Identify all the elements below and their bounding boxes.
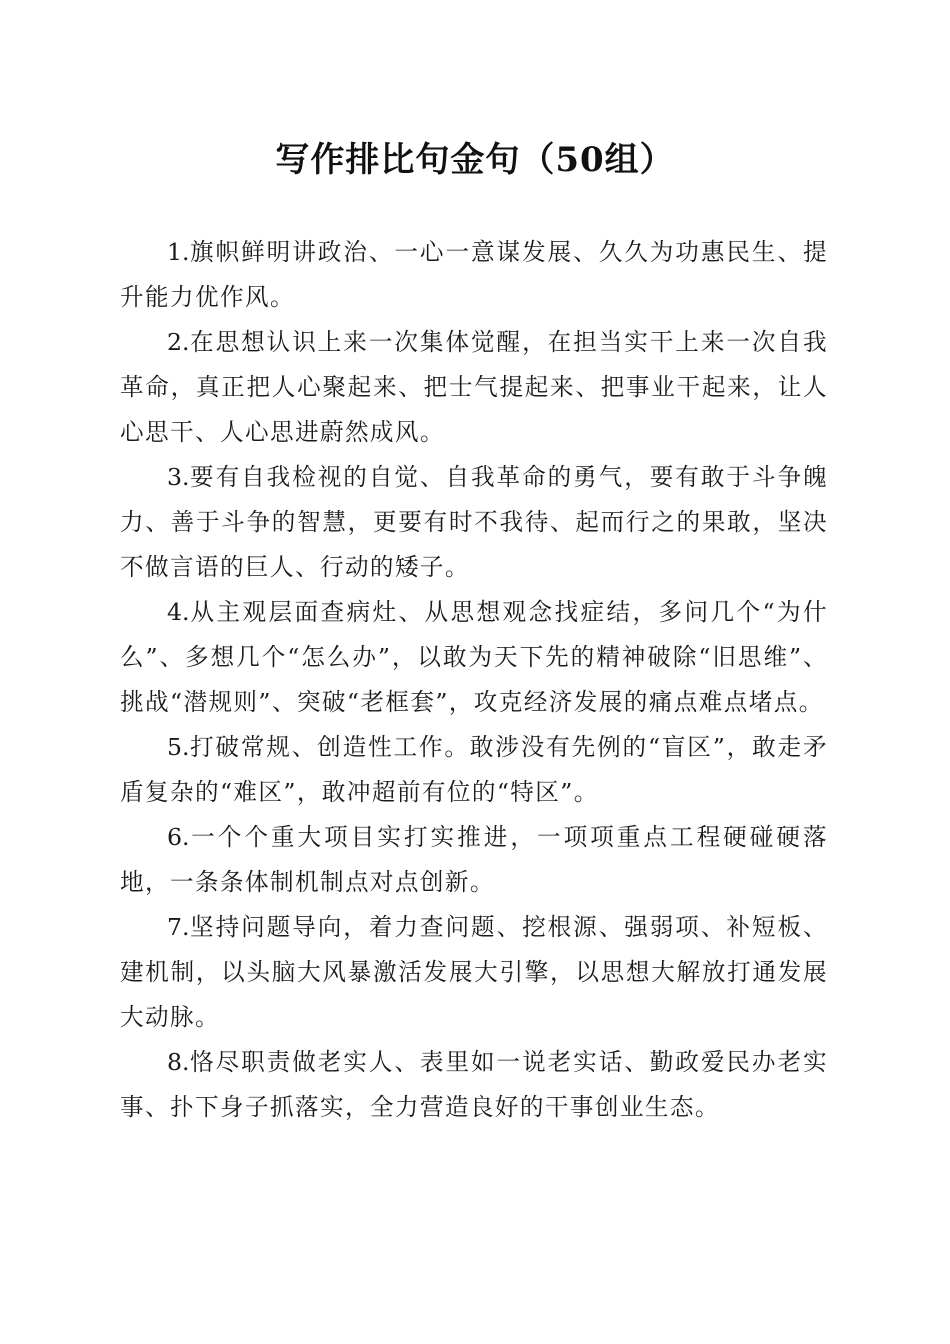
document-body [120, 230, 828, 1130]
paragraph-8 [120, 1040, 828, 1130]
document-title: 写作排比句金句（50组） [275, 140, 675, 180]
paragraph-3 [120, 455, 828, 590]
paragraph-1 [120, 230, 828, 320]
paragraph-5 [120, 725, 828, 815]
paragraph-7 [120, 905, 828, 1040]
paragraph-text: 从主观层面查病灶、从思想观念找症结，多问几个“为什么”、多想几个“怎么办”，以敢为天下先的精神破除“旧思维”、挑战“潜规则”、突破“老框套”，攻克经济发展的痛点难点堵点。 [120, 598, 828, 716]
paragraph-number: 2. [167, 328, 190, 356]
paragraph-text: 恪尽职责做老实人、表里如一说老实话、勤政爱民办老实事、扑下身子抓落实，全力营造良好的干事创业生态。 [120, 1048, 828, 1121]
paragraph-number: 7. [167, 913, 190, 941]
paragraph-text: 一个个重大项目实打实推进，一项项重点工程硬碰硬落地，一条条体制机制点对点创新。 [120, 823, 828, 896]
paragraph-4 [120, 590, 828, 725]
paragraph-text: 坚持问题导向，着力查问题、挖根源、强弱项、补短板、建机制，以头脑大风暴激活发展大引擎，以思想大解放打通发展大动脉。 [120, 913, 828, 1031]
paragraph-number: 3. [167, 463, 190, 491]
paragraph-number: 1. [167, 238, 190, 266]
paragraph-text: 在思想认识上来一次集体觉醒，在担当实干上来一次自我革命，真正把人心聚起来、把士气提起来、把事业干起来，让人心思干、人心思进蔚然成风。 [120, 328, 828, 446]
paragraph-2 [120, 320, 828, 455]
paragraph-number: 5. [167, 733, 190, 761]
paragraph-number: 8. [167, 1048, 190, 1076]
paragraph-text: 打破常规、创造性工作。敢涉没有先例的“盲区”，敢走矛盾复杂的“难区”，敢冲超前有位的“特区”。 [120, 733, 828, 806]
paragraph-text: 旗帜鲜明讲政治、一心一意谋发展、久久为功惠民生、提升能力优作风。 [120, 238, 828, 311]
paragraph-6 [120, 815, 828, 905]
paragraph-text: 要有自我检视的自觉、自我革命的勇气，要有敢于斗争魄力、善于斗争的智慧，更要有时不我待、起而行之的果敢，坚决不做言语的巨人、行动的矮子。 [120, 463, 828, 581]
paragraph-number: 6. [167, 823, 190, 851]
paragraph-number: 4. [167, 598, 190, 626]
